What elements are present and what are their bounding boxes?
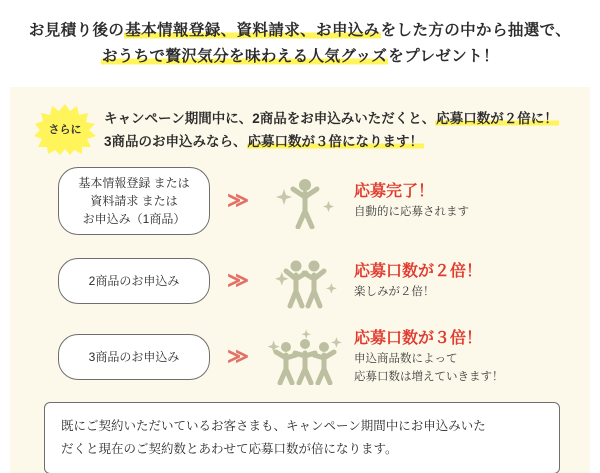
condition-line: 3商品のお申込み bbox=[88, 349, 180, 364]
header bbox=[0, 0, 600, 83]
arrow-icon: ≫ bbox=[227, 189, 245, 213]
benefit-row bbox=[28, 326, 572, 388]
result-block bbox=[348, 180, 572, 222]
burst-badge-label: さらに bbox=[48, 123, 82, 136]
condition-box bbox=[58, 334, 210, 380]
campaign-note-line-2-prefix: 3商品のお申込みなら、 bbox=[104, 134, 247, 150]
benefit-row bbox=[28, 166, 572, 236]
header-line-2-highlight: おうちで贅沢気分を味わえる人気グッズ bbox=[102, 48, 388, 66]
footer-note bbox=[44, 402, 560, 473]
result-block bbox=[348, 260, 572, 302]
result-title: 応募口数が３倍！ bbox=[354, 330, 483, 348]
campaign-note-line-2-highlight: 応募口数が３倍になります！ bbox=[247, 134, 424, 150]
person-three-icon bbox=[262, 329, 348, 385]
header-line-1-highlight: 基本情報登録、資料請求、お申込み bbox=[125, 22, 380, 39]
result-sub: 応募口数は増えていきます！ bbox=[354, 370, 504, 383]
header-line-1-prefix: お見積り後の bbox=[28, 22, 125, 39]
campaign-note-line-2 bbox=[104, 130, 572, 154]
result-block bbox=[348, 327, 572, 387]
condition-line: 基本情報登録 または bbox=[78, 175, 190, 190]
campaign-note-line-1-highlight: 応募口数が２倍に！ bbox=[436, 110, 558, 126]
result-sub: 自動的に応募されます bbox=[354, 206, 469, 219]
result-title: 応募完了！ bbox=[354, 183, 435, 201]
benefit-rows bbox=[28, 166, 572, 388]
condition-box bbox=[58, 258, 210, 304]
condition-line: 2商品のお申込み bbox=[88, 273, 180, 288]
condition-box bbox=[58, 167, 210, 235]
header-line-2 bbox=[20, 44, 580, 70]
benefit-row bbox=[28, 250, 572, 312]
result-title: 応募口数が２倍！ bbox=[354, 263, 483, 281]
result-sub: 申込商品数によって bbox=[354, 353, 458, 366]
footer-note-line: 既にご契約いただいているお客さまも、キャンペーン期間中にお申込みいた bbox=[61, 418, 486, 433]
person-one-icon bbox=[262, 173, 348, 229]
header-line-1-suffix: をした方の中から抽選で、 bbox=[380, 22, 572, 39]
header-line-1 bbox=[20, 18, 580, 44]
header-line-2-suffix: をプレゼント！ bbox=[388, 48, 499, 66]
condition-line: お申込み（1商品） bbox=[82, 211, 186, 226]
arrow-icon: ≫ bbox=[227, 345, 245, 369]
condition-line: 資料請求 または bbox=[90, 193, 178, 208]
campaign-note-line-1 bbox=[104, 107, 572, 131]
campaign-panel bbox=[10, 87, 590, 473]
campaign-note-line-1-prefix: キャンペーン期間中に、2商品をお申込みいただくと、 bbox=[104, 110, 436, 126]
campaign-note bbox=[104, 101, 572, 154]
arrow-icon: ≫ bbox=[227, 269, 245, 293]
footer-note-line: だくと現在のご契約数とあわせて応募口数が倍になります。 bbox=[61, 442, 398, 457]
person-two-icon bbox=[262, 253, 348, 309]
result-sub: 楽しみが２倍！ bbox=[354, 286, 435, 299]
burst-badge bbox=[34, 103, 96, 155]
